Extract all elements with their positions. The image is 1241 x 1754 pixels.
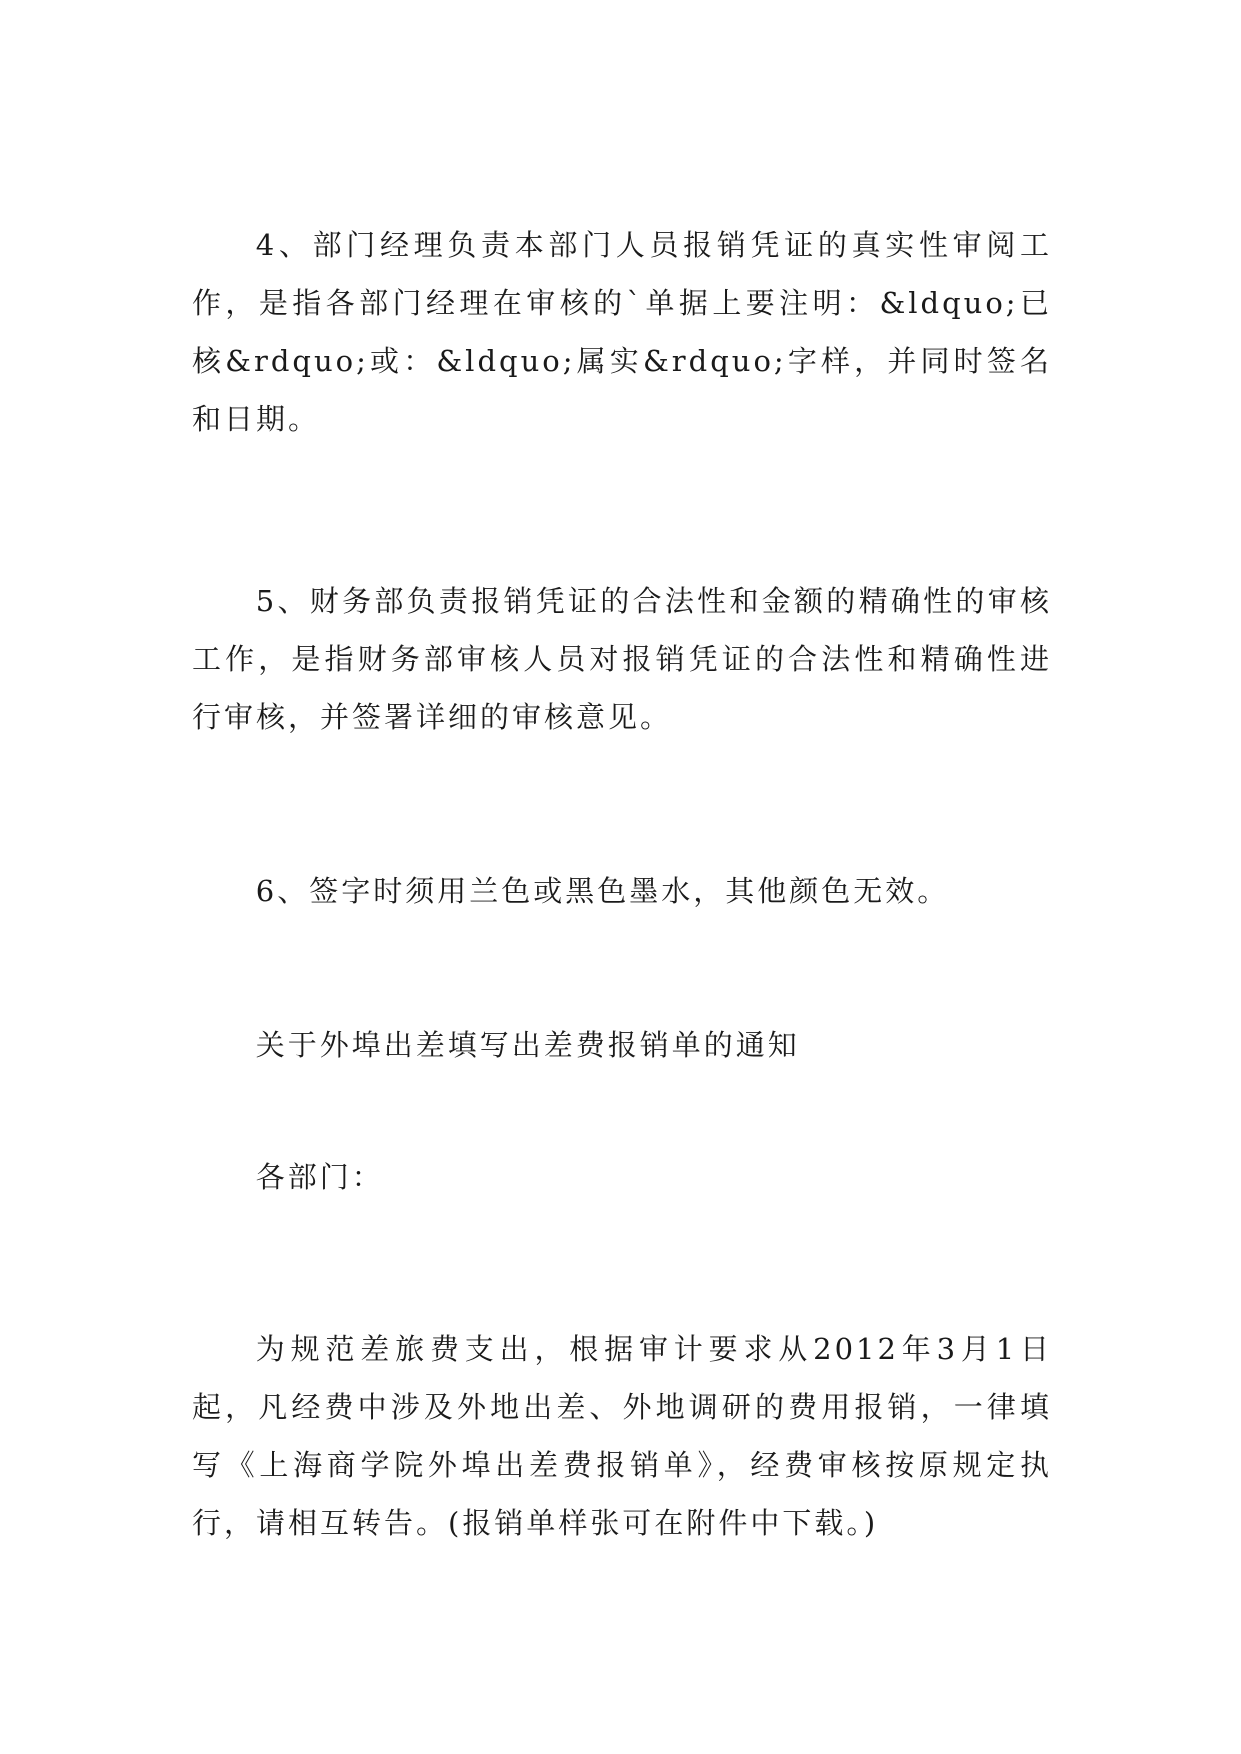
paragraph-item-4: 4、部门经理负责本部门人员报销凭证的真实性审阅工作，是指各部门经理在审核的`单据上要注明：&ldquo;已核&rdquo;或：&ldquo;属实&rdquo;字样，并同时签名和日期。 — [192, 228, 1052, 436]
paragraph-item-5: 5、财务部负责报销凭证的合法性和金额的精确性的审核工作，是指财务部审核人员对报销凭证的合法性和精确性进行审核，并签署详细的审核意见。 — [192, 584, 1052, 734]
notice-title: 关于外埠出差填写出差费报销单的通知 — [255, 1028, 800, 1062]
notice-salutation: 各部门： — [255, 1160, 384, 1194]
notice-body: 为规范差旅费支出，根据审计要求从2012年3月1日起，凡经费中涉及外地出差、外地调研的费用报销，一律填写《上海商学院外埠出差费报销单》，经费审核按原规定执行，请相互转告。(报销单样张可在附件中下载。) — [192, 1332, 1052, 1540]
paragraph-item-6: 6、签字时须用兰色或黑色墨水，其他颜色无效。 — [255, 874, 950, 908]
